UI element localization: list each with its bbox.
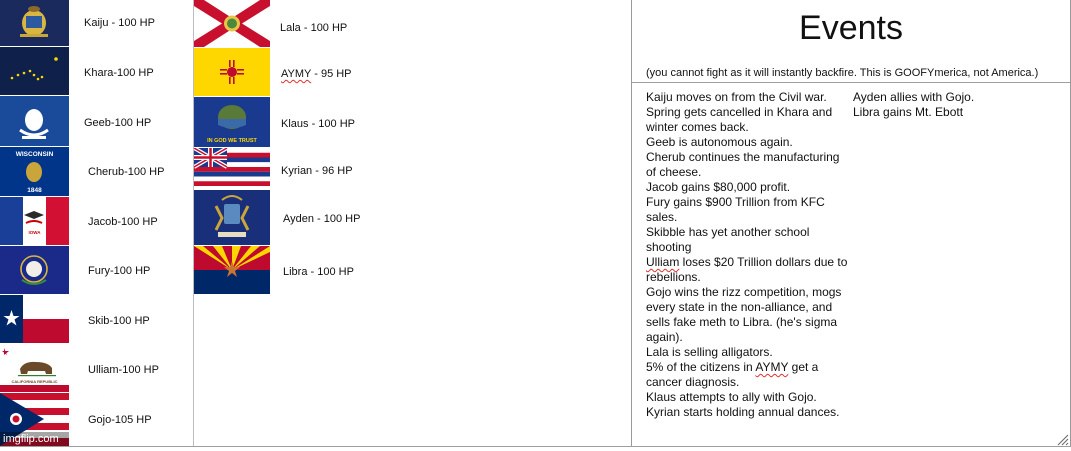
event-line: Libra gains Mt. Ebott <box>853 105 964 119</box>
event-line: Lala is selling alligators. <box>646 345 773 359</box>
watermark: imgflip.com <box>0 432 69 446</box>
spellcheck-marked-word: AYMY <box>755 360 789 374</box>
wisconsin-flag-year: 1848 <box>27 187 42 194</box>
bottom-border <box>0 446 1071 447</box>
event-line: Geeb is autonomous again. <box>646 135 793 149</box>
louisiana-flag-icon <box>0 96 69 146</box>
player-label-aymy-hp: - 95 HP <box>311 68 352 80</box>
player-label-klaus: Klaus - 100 HP <box>281 118 355 130</box>
michigan-flag-icon <box>194 190 270 245</box>
player-label-khara: Khara-100 HP <box>84 67 154 79</box>
player-label-lala: Lala - 100 HP <box>280 22 348 34</box>
event-line: every state in the non-alliance, and <box>646 300 833 314</box>
player-label-geeb: Geeb-100 HP <box>84 117 152 129</box>
alaska-flag-icon <box>0 47 69 95</box>
event-line: Fury gains $900 Trillion from KFC <box>646 195 825 209</box>
event-line: shooting <box>646 240 692 254</box>
event-line-rest: loses $20 Trillion dollars due to <box>679 255 848 269</box>
events-header-divider <box>632 82 1070 83</box>
event-line: Ayden allies with Gojo. <box>853 90 975 104</box>
events-column-1 <box>646 90 851 420</box>
hawaii-flag-icon <box>194 148 270 186</box>
player-label-libra: Libra - 100 HP <box>283 266 354 278</box>
arizona-flag-icon <box>194 246 270 294</box>
event-line: Klaus attempts to ally with Gojo. <box>646 390 817 404</box>
resize-grip-icon[interactable] <box>1055 432 1069 446</box>
event-line: sells fake meth to Libra. (he's sigma <box>646 315 838 329</box>
event-line: Cherub continues the manufacturing <box>646 150 840 164</box>
spellcheck-marked-word: Ulliam <box>646 255 680 269</box>
event-line: Kyrian starts holding annual dances. <box>646 405 840 419</box>
player-label-ayden: Ayden - 100 HP <box>283 213 361 225</box>
player-label-kyrian: Kyrian - 96 HP <box>281 165 353 177</box>
california-flag-icon <box>0 344 69 392</box>
event-line <box>646 360 851 375</box>
event-line: rebellions. <box>646 270 701 284</box>
event-line: of cheese. <box>646 165 702 179</box>
player-label-jacob: Jacob-100 HP <box>88 216 158 228</box>
kentucky-flag-icon <box>0 246 69 294</box>
player-label-kaiju: Kaiju - 100 HP <box>84 17 155 29</box>
wisconsin-flag-text: WISCONSIN <box>15 151 54 158</box>
event-line: cancer diagnosis. <box>646 375 740 389</box>
event-line-post: get a <box>788 360 819 374</box>
event-line: Spring gets cancelled in Khara and <box>646 105 833 119</box>
player-label-ulliam: Ulliam-100 HP <box>88 364 159 376</box>
event-line: again). <box>646 330 683 344</box>
wisconsin-flag-icon <box>0 147 69 196</box>
events-subtitle: (you cannot fight as it will instantly backfire. This is GOOFYmerica, not America.) <box>646 67 1039 79</box>
event-line <box>646 255 851 270</box>
iowa-flag-text: IOWA <box>28 230 41 235</box>
player-label-aymy <box>281 68 352 81</box>
event-line: sales. <box>646 210 678 224</box>
texas-flag-icon <box>0 295 69 343</box>
pennsylvania-flag-icon <box>0 0 69 46</box>
montana-flag-text: IN GOD WE TRUST <box>207 138 257 144</box>
florida-flag-icon <box>194 0 270 47</box>
event-line-pre: 5% of the citizens in <box>646 360 756 374</box>
iowa-flag-icon <box>0 197 69 245</box>
event-line: Gojo wins the rizz competition, mogs <box>646 285 842 299</box>
player-label-cherub: Cherub-100 HP <box>88 166 165 178</box>
spellcheck-marked-word: AYMY <box>281 68 312 80</box>
player-label-skib: Skib-100 HP <box>88 315 150 327</box>
column-divider-2 <box>631 0 632 446</box>
california-flag-text: CALIFORNIA REPUBLIC <box>11 379 58 384</box>
montana-flag-icon <box>194 97 270 147</box>
player-label-fury: Fury-100 HP <box>88 265 151 277</box>
events-column-2 <box>853 90 1063 120</box>
player-label-gojo: Gojo-105 HP <box>88 414 152 426</box>
event-line: Kaiju moves on from the Civil war. <box>646 90 827 104</box>
event-line: Skibble has yet another school <box>646 225 810 239</box>
new-mexico-flag-icon <box>194 48 270 96</box>
event-line: Jacob gains $80,000 profit. <box>646 180 791 194</box>
events-title: Events <box>799 9 903 47</box>
event-line: winter comes back. <box>646 120 749 134</box>
